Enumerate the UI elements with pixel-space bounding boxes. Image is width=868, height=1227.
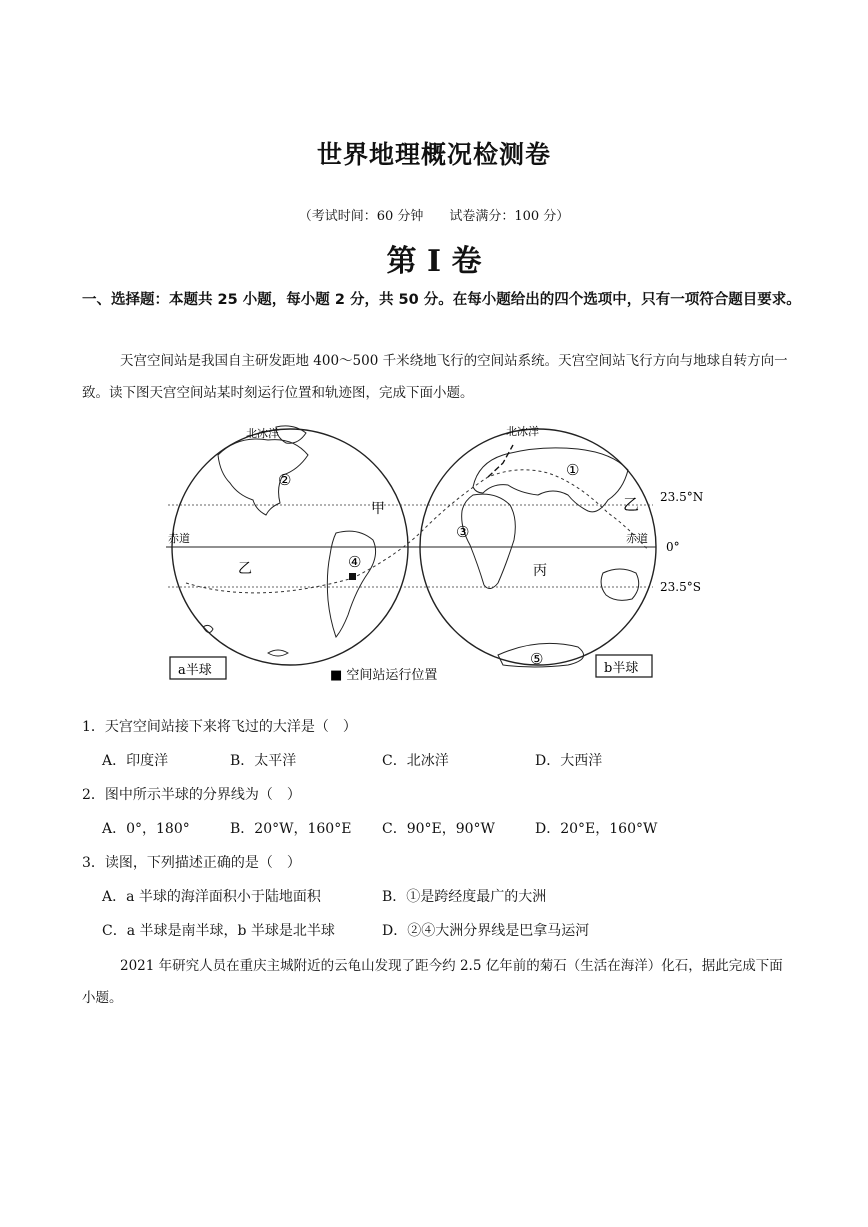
question-3-stem: 3．读图，下列描述正确的是（ ） [82,855,301,871]
volume-heading: 第 I 卷 [386,244,482,279]
question-3-option-a[interactable]: A．a 半球的海洋面积小于陆地面积 [102,889,321,905]
question-2-option-a[interactable]: A．0°，180° [102,821,190,837]
ocean-label-b: 北冰洋 [506,425,539,438]
section-heading: 一、选择题：本题共 25 小题，每小题 2 分，共 50 分。在每小题给出的四个选项中，只有一项符合题目要求。 [82,292,801,308]
orbit-segment-dashed [488,445,513,477]
world-hemispheres-map [158,415,718,690]
map-legend: ■ 空间站运行位置 [330,668,438,683]
equator-label-left: 赤道 [168,532,190,545]
region-label-4: ④ [348,553,362,571]
equator-label-right: 赤道 [626,532,648,545]
question-1-stem: 1．天宫空间站接下来将飞过的大洋是（ ） [82,719,357,735]
question-3-option-c[interactable]: C．a 半球是南半球，b 半球是北半球 [102,923,335,939]
africa-shape [462,494,516,588]
station-marker [349,573,356,580]
question-2-option-d[interactable]: D．20°E，160°W [535,821,658,837]
latitude-label-north: 23.5°N [660,490,704,504]
question-1-option-b[interactable]: B．太平洋 [230,753,297,769]
australia-shape [601,569,639,600]
region-label-5: ⑤ [530,650,544,668]
question-1-option-a[interactable]: A．印度洋 [102,753,169,769]
latitude-label-south: 23.5°S [660,580,701,594]
intro-paragraph-2: 2021 年研究人员在重庆主城附近的云龟山发现了距今约 2.5 亿年前的菊石（生活在海洋）化石，据此完成下面小题。 [82,958,783,1006]
region-label-3: ③ [456,523,470,541]
question-3-option-b[interactable]: B．①是跨经度最广的大洲 [382,889,547,905]
label-yi-left: 乙 [238,561,252,577]
label-yi-right: 乙 [623,495,640,514]
region-label-2: ② [278,471,292,489]
latitude-label-equator: 0° [666,540,680,554]
question-2-option-c[interactable]: C．90°E，90°W [382,821,495,837]
region-label-1: ① [566,461,580,479]
ocean-label-a: 北冰洋 [246,427,279,440]
north-america-shape [218,439,308,515]
question-1-option-c[interactable]: C．北冰洋 [382,753,449,769]
question-2-stem: 2．图中所示半球的分界线为（ ） [82,787,301,803]
hemisphere-b-label: b半球 [604,661,639,676]
intro-paragraph-1: 天宫空间站是我国自主研发距地 400～500 千米绕地飞行的空间站系统。天宫空间站飞行方向与地球自转方向一致。读下图天宫空间站某时刻运行位置和轨迹图，完成下面小题。 [82,353,788,401]
eurasia-shape [473,448,628,512]
exam-info: （考试时间：60 分钟 试卷满分：100 分） [298,209,570,224]
document-title: 世界地理概况检测卷 [316,140,551,169]
hemisphere-a-label: a半球 [178,663,212,678]
orbit-track [186,470,648,593]
question-1-option-d[interactable]: D．大西洋 [535,753,603,769]
question-3-option-d[interactable]: D．②④大洲分界线是巴拿马运河 [382,923,590,939]
label-jia: 甲 [371,501,385,517]
question-2-option-b[interactable]: B．20°W，160°E [230,821,352,837]
label-bing: 丙 [533,563,547,579]
